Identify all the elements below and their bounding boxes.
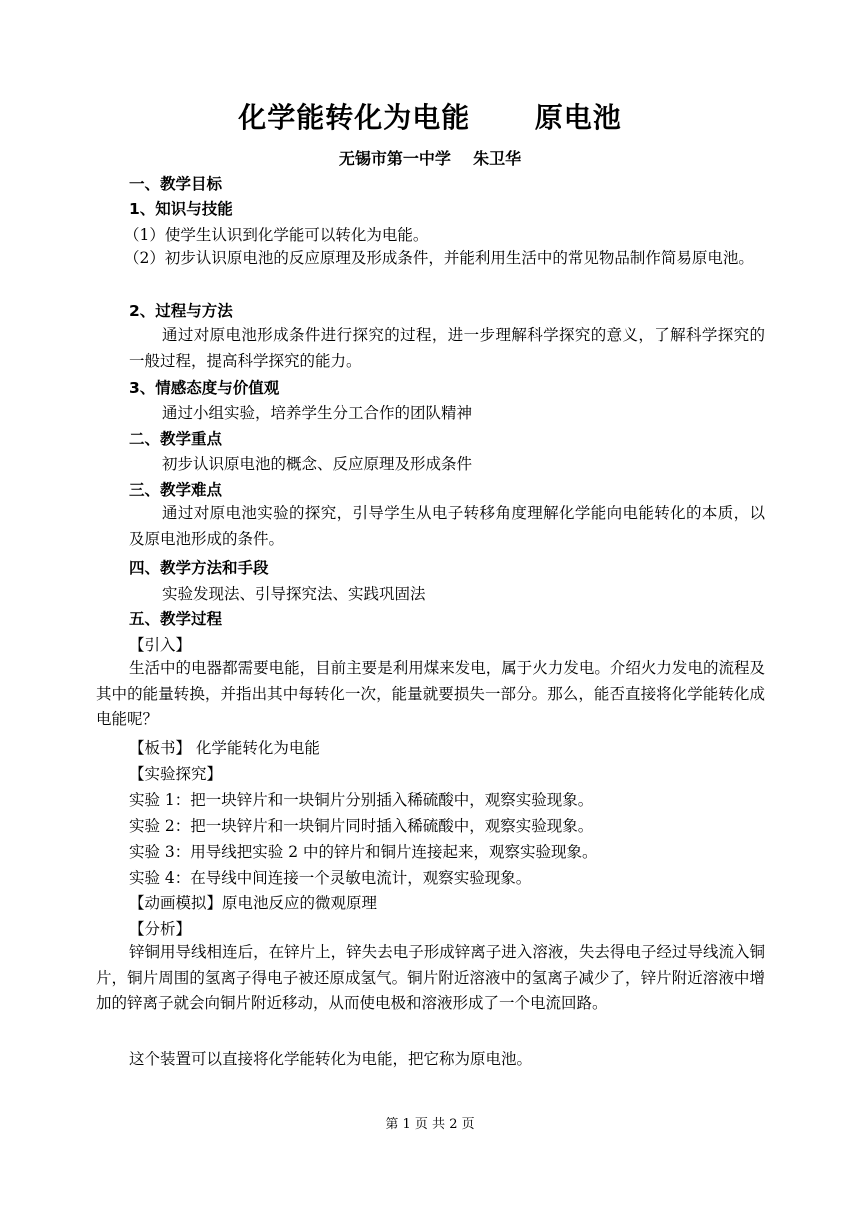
- conclusion-text: 这个装置可以直接将化学能转化为电能，把它称为原电池。: [129, 1050, 533, 1068]
- heading-teaching-key-points: 二、教学重点: [129, 430, 223, 448]
- experiment-label: 【实验探究】: [129, 765, 223, 783]
- knowledge-item-2: （2）初步认识原电池的反应原理及形成条件，并能利用生活中的常见物品制作简易原电池。: [124, 249, 754, 267]
- process-method-text: 通过对原电池形成条件进行探究的过程，进一步理解科学探究的意义，了解科学探究的一般过程，提高科学探究的能力。: [129, 326, 765, 370]
- intro-paragraph: 生活中的电器都需要电能，目前主要是利用煤来发电，属于火力发电。介绍火力发电的流程及其中的能量转换，并指出其中每转化一次，能量就要损失一部分。那么，能否直接将化学能转化成电能呢？: [96, 659, 765, 728]
- methods-text: 实验发现法、引导探究法、实践巩固法: [162, 585, 426, 603]
- experiment-2: 实验 2：把一块锌片和一块铜片同时插入稀硫酸中，观察实验现象。: [129, 817, 594, 835]
- animation-simulation: 【动画模拟】原电池反应的微观原理: [129, 894, 378, 912]
- heading-teaching-process: 五、教学过程: [129, 610, 223, 628]
- subheading-emotion-values: 3、情感态度与价值观: [129, 379, 280, 397]
- experiment-4: 实验 4：在导线中间连接一个灵敏电流计，观察实验现象。: [129, 869, 532, 887]
- difficulties-text: 通过对原电池实验的探究，引导学生从电子转移角度理解化学能向电能转化的本质，以及原电池形成的条件。: [129, 504, 765, 548]
- heading-teaching-goals: 一、教学目标: [129, 175, 223, 193]
- heading-teaching-methods: 四、教学方法和手段: [129, 559, 269, 577]
- analysis-paragraph: 锌铜用导线相连后，在锌片上，锌失去电子形成锌离子进入溶液，失去得电子经过导线流入铜片，铜片周围的氢离子得电子被还原成氢气。铜片附近溶液中的氢离子减少了，锌片附近溶液中增加的锌离子就会向铜片附近移动，从而使电极和溶液形成了一个电流回路。: [96, 943, 765, 1012]
- experiment-3: 实验 3：用导线把实验 2 中的锌片和铜片连接起来，观察实验现象。: [129, 843, 598, 861]
- experiment-1: 实验 1：把一块锌片和一块铜片分别插入稀硫酸中，观察实验现象。: [129, 791, 594, 809]
- knowledge-item-1: （1）使学生认识到化学能可以转化为电能。: [124, 226, 429, 244]
- board-writing: 【板书】 化学能转化为电能: [129, 739, 320, 757]
- key-points-text: 初步认识原电池的概念、反应原理及形成条件: [162, 455, 473, 473]
- subheading-knowledge-skills: 1、知识与技能: [129, 200, 233, 218]
- heading-teaching-difficulties: 三、教学难点: [129, 481, 223, 499]
- intro-label: 【引入】: [129, 636, 192, 654]
- author-line: 无锡市第一中学 朱卫华: [338, 149, 522, 168]
- subheading-process-method: 2、过程与方法: [129, 302, 233, 320]
- analysis-label: 【分析】: [129, 920, 192, 938]
- document-title: 化学能转化为电能 原电池: [238, 101, 622, 134]
- emotion-values-text: 通过小组实验，培养学生分工合作的团队精神: [162, 404, 473, 422]
- page-footer: 第 1 页 共 2 页: [385, 1117, 475, 1132]
